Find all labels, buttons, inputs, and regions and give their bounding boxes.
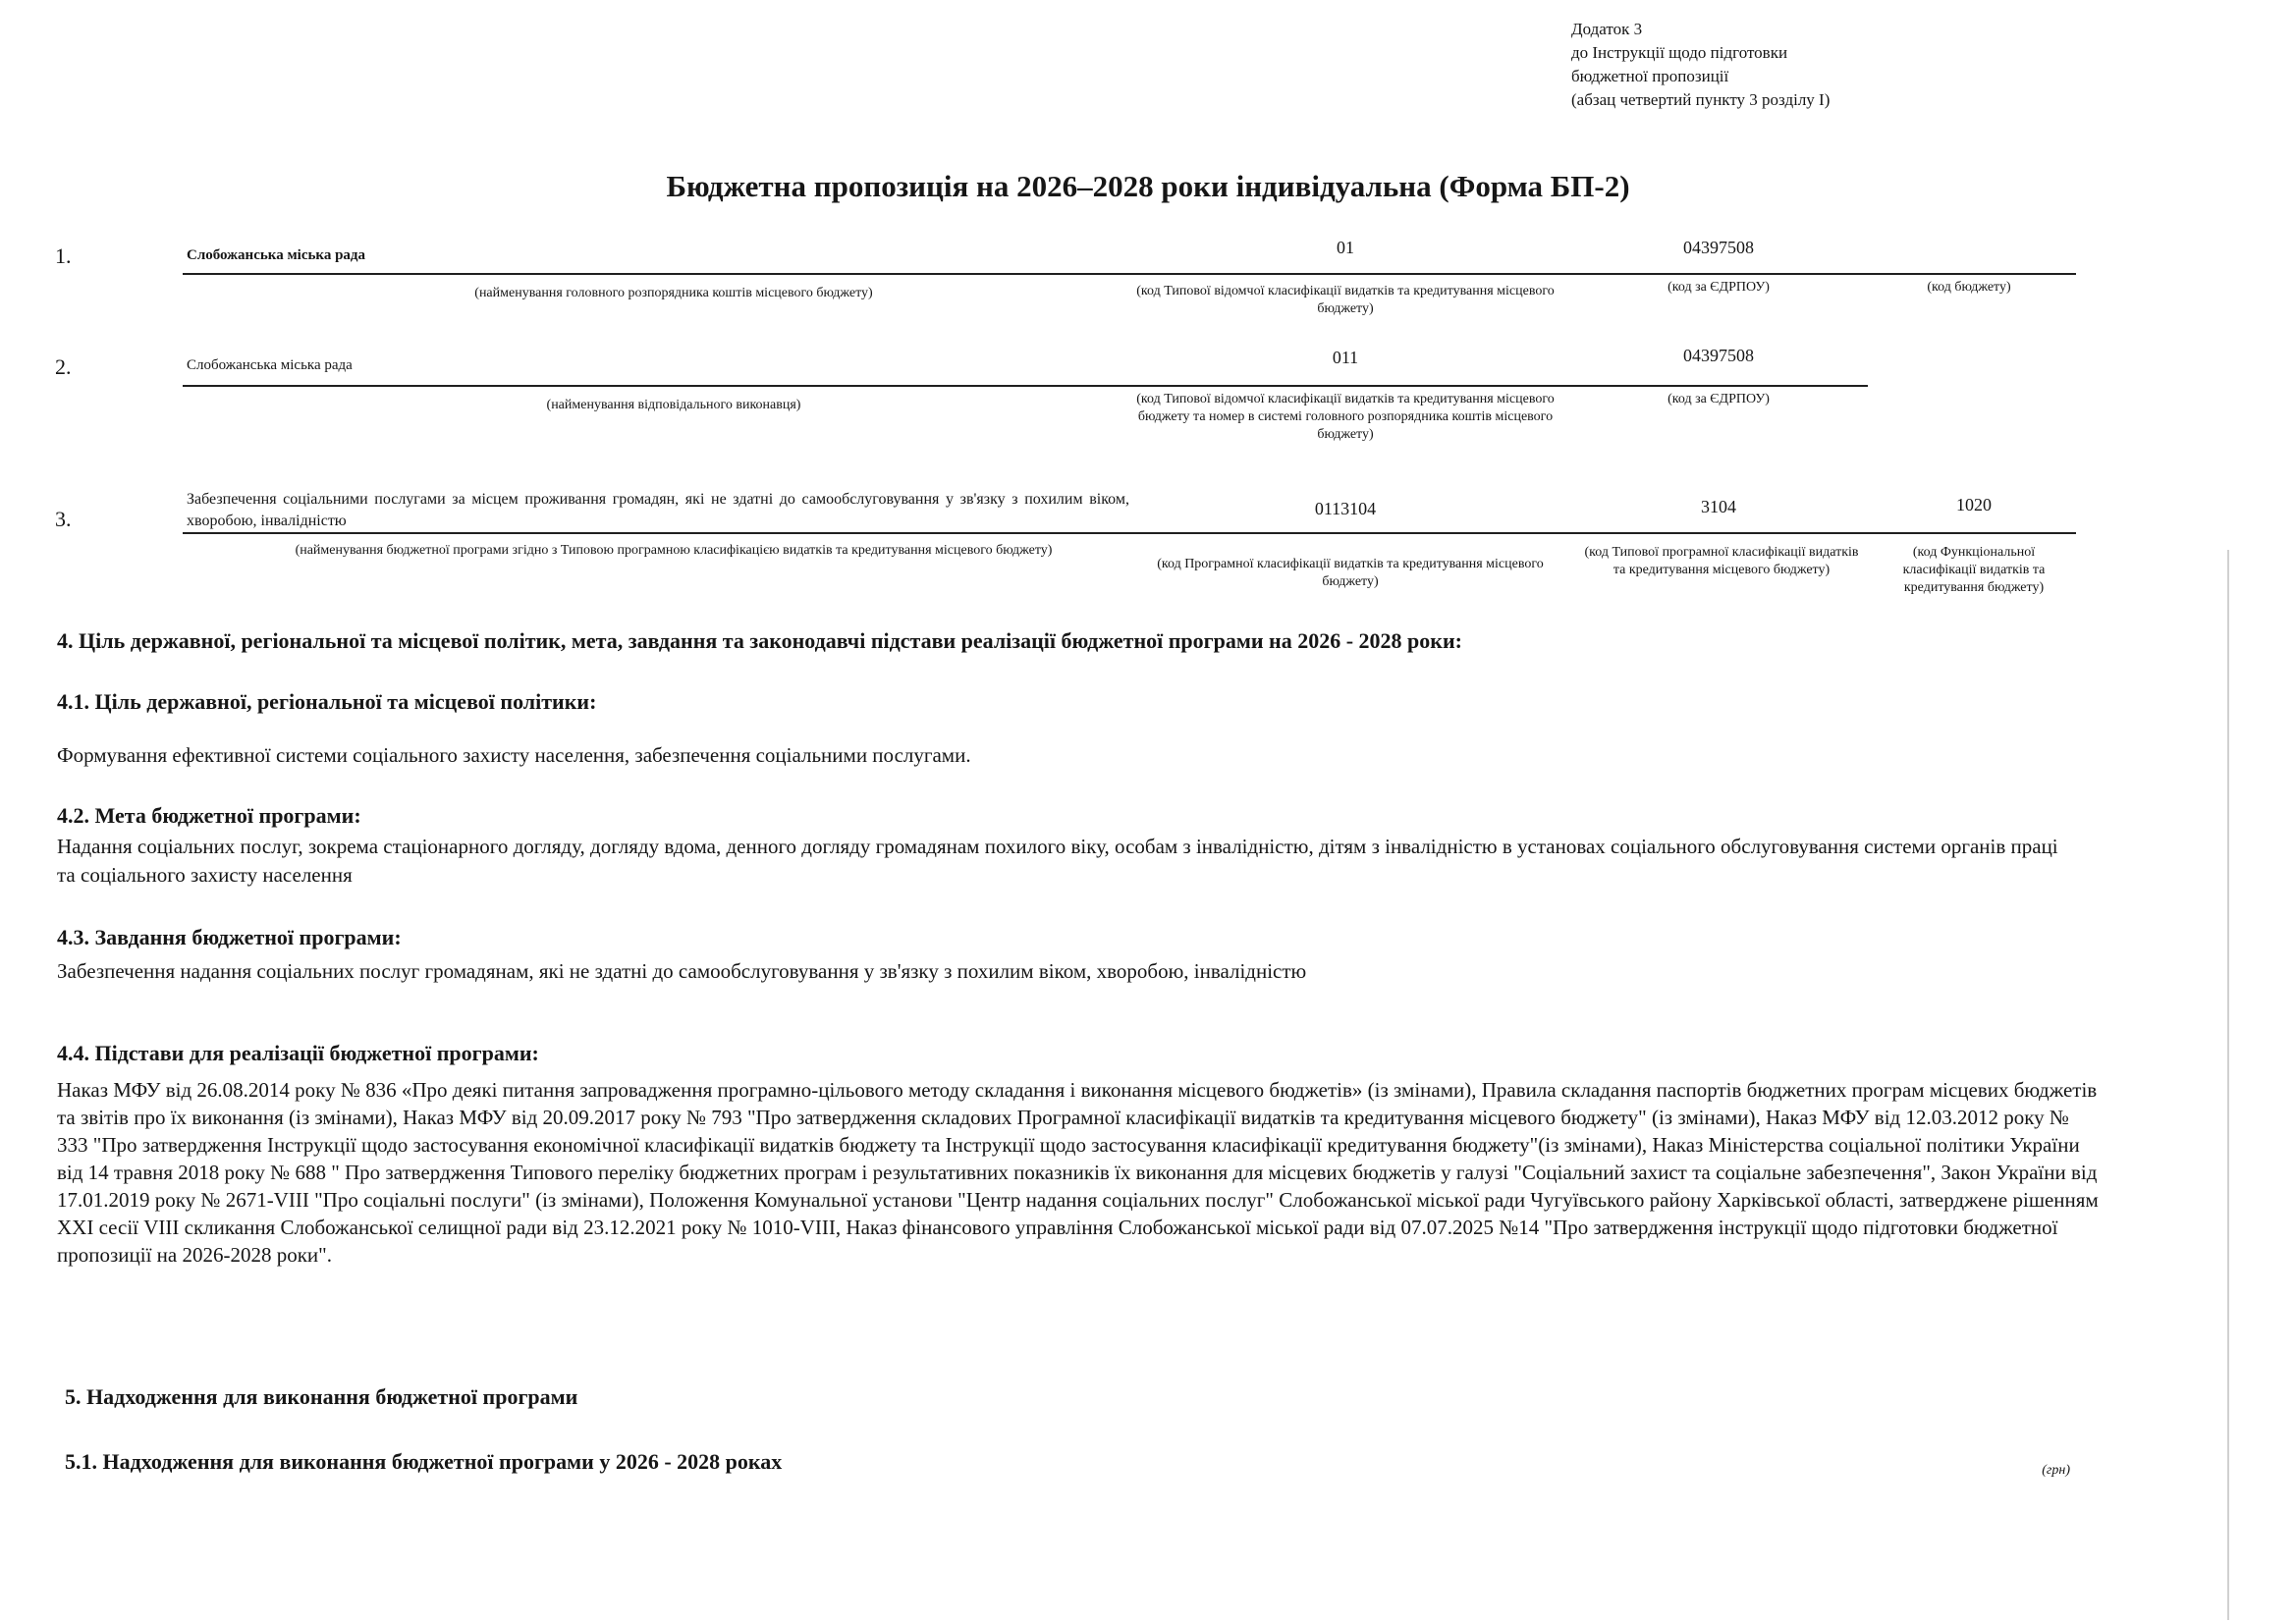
row-3-underline — [183, 532, 2076, 534]
row-3-label-functional: (код Функціональної класифікації видатків та кредитування бюджету) — [1902, 545, 2046, 595]
row-3-name: Забезпечення соціальними послугами за місцем проживання громадян, які не здатні до самообслуговування у зв'язку з похилим віком, хворобою, інвалідністю — [187, 491, 1129, 529]
attachment-line-3: бюджетної пропозиції — [1571, 67, 1729, 85]
row-2-name: Слобожанська міська рада — [187, 357, 353, 373]
page-title: Бюджетна пропозиція на 2026–2028 роки індивідуальна (Форма БП-2) — [666, 169, 1630, 203]
section-4-2-heading: 4.2. Мета бюджетної програми: — [57, 803, 361, 828]
row-3-label-program: (код Програмної класифікації видатків та кредитування місцевого бюджету) — [1157, 557, 1544, 589]
section-4-3-text: Забезпечення надання соціальних послуг громадянам, які не здатні до самообслуговування у зв'язку з похилим віком, хворобою, інвалідністю — [57, 959, 1307, 983]
section-5-1-heading: 5.1. Надходження для виконання бюджетної програми у 2026 - 2028 роках — [65, 1449, 783, 1474]
row-1-number: 1. — [55, 243, 72, 268]
attachment-line-1: Додаток 3 — [1571, 20, 1643, 38]
unit-label: (грн) — [2042, 1463, 2070, 1478]
section-4-4-text: Наказ МФУ від 26.08.2014 року № 836 «Про деякі питання запровадження програмно-цільового методу складання і виконання місцевого бюджетів» (із змінами), Правила складання паспортів бюджетних програм місцевих бюджетів та звітів про їх виконання (із змінами), Наказ МФУ від 20.09.2017 року № 793 "Про затвердження складових Програмної класифікації видатків та кредитування місцевого бюджету" (із змінами), Наказ МФУ від 12.03.2012 року № 333 "Про затвердження Інструкції щодо застосування економічної класифікації видатків бюджету та Інструкції щодо застосування класифікації кредитування бюджету"(із змінами), Наказ Міністерства соціальної політики України від 14 травня 2018 року № 688 " Про затвердження Типового переліку бюджетних програм і результативних показників їх виконання для місцевих бюджетів у галузі "Соціальний захист та соціальне забезпечення", Закон України від 17.01.2019 року № 2671-VIII "Про соціальні послуги" (із змінами), Положення Комунальної установи "Центр надання соціальних послуг" Слобожанської міської ради Чугуївського району Харківської області, затверджене рішенням XXI сесії VIII скликання Слобожанської селищної ради від 23.12.2021 року № 1010-VIII, Наказ фінансового управління Слобожанської міської ради від 07.07.2025 №14 "Про затвердження інструкції щодо підготовки бюджетної пропозиції на 2026-2028 роки". — [57, 1078, 2099, 1267]
row-2-code: 011 — [1332, 348, 1359, 367]
row-1-label-edrpou: (код за ЄДРПОУ) — [1667, 280, 1770, 295]
section-4-heading: 4. Ціль державної, регіональної та місцевої політик, мета, завдання та законодавчі підстави реалізації бюджетної програми на 2026 - 2028 роки: — [57, 628, 1462, 653]
row-2-underline — [183, 385, 1868, 387]
row-2-label-code: (код Типової відомчої класифікації видатків та кредитування місцевого бюджету та номер в системі головного розпорядника коштів місцевого бюджету) — [1136, 392, 1555, 442]
attachment-line-4: (абзац четвертий пункту 3 розділу І) — [1571, 90, 1831, 109]
row-1-name: Слобожанська міська рада — [187, 247, 366, 263]
row-3-number: 3. — [55, 507, 72, 531]
row-2-number: 2. — [55, 354, 72, 379]
row-3-label-typical: (код Типової програмної класифікації видатків та кредитування місцевого бюджету) — [1584, 545, 1859, 577]
attachment-line-2: до Інструкції щодо підготовки — [1571, 43, 1788, 62]
row-1-edrpou: 04397508 — [1683, 238, 1754, 257]
row-2-label-edrpou: (код за ЄДРПОУ) — [1667, 392, 1770, 406]
section-4-2-text: Надання соціальних послуг, зокрема стаціонарного догляду, догляду вдома, денного догляду громадянам похилого віку, особам з інвалідністю, дітям з інвалідністю в установах соціального обслуговування системи органів праці та соціального захисту населення — [57, 835, 2058, 887]
row-1-label-code: (код Типової відомчої класифікації видатків та кредитування місцевого бюджету) — [1136, 284, 1555, 316]
section-4-1-text: Формування ефективної системи соціального захисту населення, забезпечення соціальними послугами. — [57, 743, 971, 767]
row-2-label-name: (найменування відповідального виконавця) — [546, 398, 801, 412]
scan-edge-line — [2227, 550, 2229, 1620]
section-5-heading: 5. Надходження для виконання бюджетної програми — [65, 1384, 578, 1409]
row-2-edrpou: 04397508 — [1683, 346, 1754, 365]
row-1-underline — [183, 273, 2076, 275]
row-3-code-functional: 1020 — [1956, 495, 1992, 514]
row-3-code-typical: 3104 — [1701, 497, 1736, 516]
row-1-label-budget: (код бюджету) — [1927, 280, 2011, 295]
row-1-code: 01 — [1337, 238, 1354, 257]
row-1-label-name: (найменування головного розпорядника коштів місцевого бюджету) — [474, 286, 873, 300]
row-3-label-name: (найменування бюджетної програми згідно з Типовою програмною класифікацією видатків та кредитування місцевого бюджету) — [295, 543, 1053, 558]
section-4-1-heading: 4.1. Ціль державної, регіональної та місцевої політики: — [57, 689, 597, 714]
section-4-3-heading: 4.3. Завдання бюджетної програми: — [57, 925, 402, 949]
row-3-code-program: 0113104 — [1314, 499, 1377, 518]
attachment-note — [1571, 18, 1925, 112]
section-4-4-heading: 4.4. Підстави для реалізації бюджетної програми: — [57, 1041, 539, 1065]
